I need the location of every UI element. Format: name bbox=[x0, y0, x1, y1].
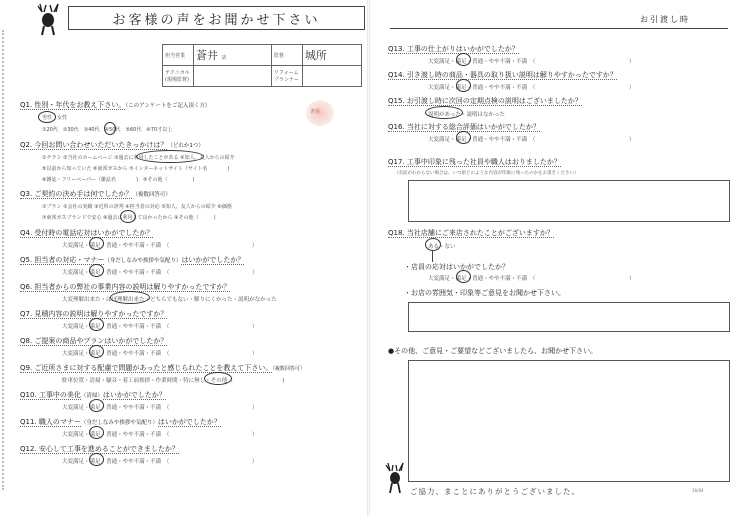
q6-label: Q6. 担当者からの弊社の事業内容の説明は解りやすかったですか？ bbox=[20, 283, 231, 291]
q4-label: Q4. 受付時の電話応対はいかがでしたか？ bbox=[20, 229, 154, 237]
q17-note: （名前がわからない場合は、いつ頃どのような内容が印象に残ったのかをお書きください） bbox=[394, 171, 579, 176]
q5-mark bbox=[89, 264, 104, 277]
shop-staff-mark bbox=[456, 270, 471, 283]
thank-you-message: ご協力、まことにありがとうございました。 bbox=[410, 487, 580, 496]
q16-label: Q16. 当社に対する総合評価はいかがでしたか？ bbox=[388, 123, 540, 131]
q5-scale[interactable]: 大変満足・満足・普通・やや不満・不満 （ ） bbox=[62, 270, 258, 276]
q7-label: Q7. 見積内容の説明は解りやすかったですか？ bbox=[20, 310, 168, 318]
shop-atmosphere-box[interactable] bbox=[408, 302, 730, 332]
page-title: お客様の声をお聞かせ下さい bbox=[112, 13, 321, 28]
q5-label: Q5. 担当者の対応・マナー（身だしなみや挨拶や気配り）はいかがでしたか？ bbox=[20, 256, 245, 264]
shop-staff-label: ・店員の応対はいかがでしたか？ bbox=[404, 263, 509, 271]
staff-table bbox=[162, 44, 362, 87]
q2-options-row3[interactable]: ⑧雑誌・フリーペーパー（雑誌名 ) ⑨その他（ ) bbox=[42, 177, 195, 183]
q18-options[interactable]: ある・ない bbox=[428, 244, 456, 250]
form-code: 16/04 bbox=[692, 488, 704, 493]
deer-logo-icon bbox=[30, 2, 66, 36]
q12-scale[interactable]: 大変満足・満足・普通・やや不満・不満 （ ） bbox=[62, 459, 258, 465]
q14-label: Q14. 引き渡し時の商品・器具の取り扱い説明は解りやすかったですか？ bbox=[388, 71, 617, 79]
q10-mark bbox=[89, 399, 104, 412]
manager-name[interactable]: 城所 bbox=[302, 45, 361, 66]
q15-options[interactable]: 説明があった・説明はなかった bbox=[428, 112, 505, 118]
q11-scale[interactable]: 大変満足・満足・普通・やや不満・不満 （ ） bbox=[62, 432, 258, 438]
q12-label: Q12. 安心して工事を進めることができましたか？ bbox=[20, 445, 179, 453]
planner-value[interactable] bbox=[302, 66, 361, 87]
q9-options[interactable]: 駐車位置・清掃・騒音・着工前挨拶・作業時間・特に無し・その他（ ) bbox=[62, 378, 285, 384]
right-page bbox=[370, 0, 734, 516]
q4-scale[interactable]: 大変満足・満足・普通・やや不満・不満 （ ） bbox=[62, 243, 258, 249]
deer-logo-icon bbox=[380, 462, 410, 494]
title-bar bbox=[68, 6, 365, 30]
q16-scale[interactable]: 大変満足・満足・普通・やや不満・不満 （ ） bbox=[428, 137, 635, 143]
q17-label: Q17. 工事中印象に残った社員や職人はおりましたか？ bbox=[388, 158, 561, 166]
q2-options-row2[interactable]: ⑤以前から知っていた ⑥東邦ガスから ⑦インターネットサイト（サイト名 ) bbox=[42, 166, 230, 172]
right-page-title: お引渡し時 bbox=[640, 15, 690, 24]
planner-label: リフォームプランナー bbox=[271, 66, 302, 87]
q18-label: Q18. 当社店舗にご来店されたことがございますか？ bbox=[388, 229, 554, 237]
q9-mark bbox=[204, 372, 232, 385]
q7-scale[interactable]: 大変満足・満足・普通・やや不満・不満 （ ） bbox=[62, 324, 258, 330]
q14-scale[interactable]: 大変満足・満足・普通・やや不満・不満 （ ） bbox=[428, 85, 635, 91]
q3-options-row1[interactable]: ①プラン ②会社の実績 ③近所の評判 ④担当者の対応 ⑤知人、友人からの紹介 ⑥価格 bbox=[42, 204, 232, 210]
q2-label: Q2. 今回お問い合わせいただいたきっかけは？（どれか1つ） bbox=[20, 141, 204, 149]
q7-mark bbox=[89, 318, 104, 331]
sales-label: 担当営業 bbox=[163, 45, 194, 66]
q8-label: Q8. ご提案の商品やプランはいかがでしたか？ bbox=[20, 337, 168, 345]
q1-age-mark bbox=[104, 122, 116, 135]
q1-label: Q1. 性別・年代をお教え下さい。（このアンケートをご記入頂く方） bbox=[20, 101, 211, 109]
q13-label: Q13. 工事の仕上がりはいかがでしたか？ bbox=[388, 45, 519, 53]
shop-staff-scale[interactable]: 大変満足・満足・普通・やや不満・不満 （ ） bbox=[428, 276, 635, 282]
binding-holes bbox=[2, 30, 8, 490]
q6-mark bbox=[110, 291, 150, 304]
q3-mark bbox=[120, 210, 136, 223]
shop-atmosphere-label: ・お店の雰囲気・印象等ご意見をお聞かせ下さい。 bbox=[404, 289, 565, 297]
q1-gender-mark bbox=[38, 111, 56, 123]
q10-scale[interactable]: 大変満足・満足・普通・やや不満・不満 （ ） bbox=[62, 405, 258, 411]
q1-age[interactable]: ①20代 ②30代 ③40代 ④50代 ⑤60代 ⑥70才以上 bbox=[42, 127, 173, 133]
q10-label: Q10. 工事中の美化（清掃）はいかがでしたか？ bbox=[20, 391, 166, 399]
q2-mark bbox=[136, 150, 204, 163]
q13-mark bbox=[456, 53, 471, 66]
q4-mark bbox=[89, 237, 104, 250]
received-stamp: 書第 bbox=[306, 100, 334, 126]
q13-scale[interactable]: 大変満足・満足・普通・やや不満・不満 （ ） bbox=[428, 59, 635, 65]
tech-label: テクニカル(現場監督) bbox=[163, 66, 194, 87]
other-comments-label: ●その他、ご意見・ご要望などございましたら、お聞かせ下さい。 bbox=[388, 347, 598, 355]
q12-mark bbox=[89, 453, 104, 466]
q8-scale[interactable]: 大変満足・満足・普通・やや不満・不満 （ ） bbox=[62, 351, 258, 357]
manager-label: 監督 bbox=[271, 45, 302, 66]
other-comments-box[interactable] bbox=[408, 360, 730, 482]
q17-answer-box[interactable] bbox=[408, 180, 730, 222]
q3-label: Q3. ご契約の決め手は何でしたか？（複数回答可） bbox=[20, 190, 171, 198]
q15-mark bbox=[425, 106, 463, 119]
q14-mark bbox=[456, 79, 471, 92]
q8-mark bbox=[89, 345, 104, 358]
sales-name[interactable]: 蒼井 店 bbox=[194, 45, 272, 66]
q1-gender[interactable]: 男性 女性 bbox=[42, 115, 68, 121]
q2-options-row1[interactable]: ①チラシ ②当社のホームページ ③過去に利用したことがある ④知人、友人からの紹介 bbox=[42, 155, 235, 161]
q15-label: Q15. お引渡し時に次回の定期点検の説明はございましたか？ bbox=[388, 97, 582, 105]
header-rule bbox=[390, 28, 728, 29]
q18-arrow bbox=[432, 250, 433, 262]
q16-mark bbox=[456, 131, 471, 144]
q18-mark bbox=[425, 238, 441, 251]
tech-value[interactable] bbox=[194, 66, 272, 87]
sales-suffix: 店 bbox=[221, 55, 227, 61]
q11-mark bbox=[89, 426, 104, 439]
q11-label: Q11. 職人のマナー（身だしなみや挨拶や気配り）はいかがでしたか？ bbox=[20, 418, 221, 426]
q6-scale[interactable]: 大変理解出来た・ほぼ理解出来た・どちらでもない・解りにくかった・説明がなかった bbox=[62, 297, 277, 303]
q3-options-row2[interactable]: ⑦東邦ガスブランドで安心 ⑧過去に利用して良かったから ⑨その他（ ) bbox=[42, 215, 216, 221]
q9-label: Q9. ご近所さまに対する配慮で問題があったと感じられたことを教えて下さい。（複数回答可） bbox=[20, 364, 305, 372]
